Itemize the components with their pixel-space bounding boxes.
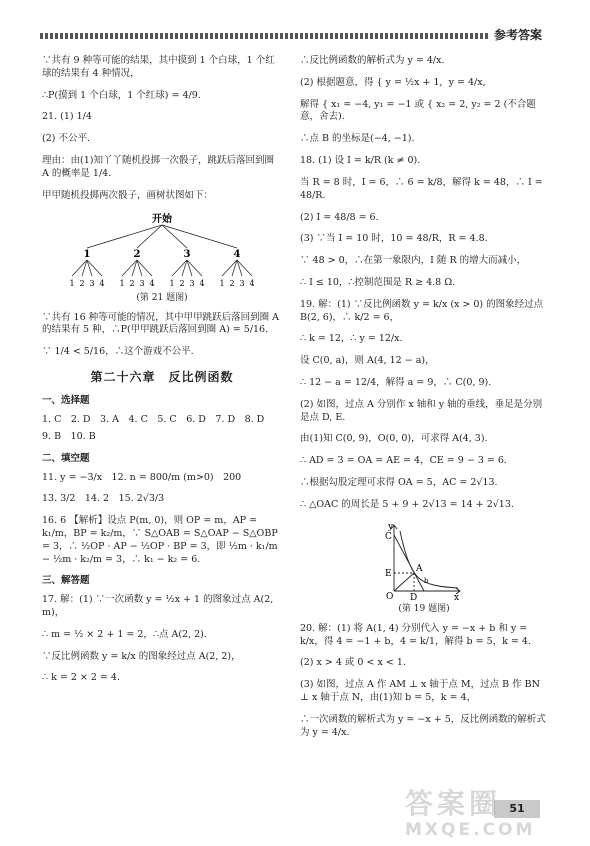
paragraph: ∵共有 9 种等可能的结果，其中摸到 1 个白球，1 个红球的结果有 4 种情况， xyxy=(42,55,275,79)
graph-label: E xyxy=(385,568,392,579)
watermark xyxy=(405,785,585,845)
watermark-text: 答案圈 xyxy=(405,787,502,820)
graph-label: x xyxy=(454,592,460,601)
paragraph: (2) I = 48/8 = 6. xyxy=(300,211,379,223)
tree-root: 开始 xyxy=(152,213,172,225)
answer-21-1: 21. (1) 1/4 xyxy=(42,111,92,123)
answer-18: 18. (1) 设 I = k/R (k ≠ 0). xyxy=(300,155,421,167)
fill-answers: 11. y = −3/x 12. n = 800/m (m>0) 200 xyxy=(42,471,242,483)
paragraph: (3) 如图，过点 A 作 AM ⊥ x 轴于点 M，过点 B 作 BN ⊥ x 轴于点 N，由(1)知 b = 5，k = 4， xyxy=(300,679,543,704)
paragraph: 当 R = 8 时，I = 6，∴ 6 = k/8，解得 k = 48，∴ I = 48/R. xyxy=(300,176,546,201)
paragraph: 理由：由(1)知丫丫随机投掷一次骰子，跳跃后落回到圈 A 的概率是 1/4. xyxy=(42,155,277,179)
right-column xyxy=(300,55,548,749)
paragraph: (2) 如图，过点 A 分别作 x 轴和 y 轴的垂线，垂足是分别是点 D, E. xyxy=(300,398,543,423)
graph-label: O xyxy=(386,591,394,601)
paragraph: 设 C(0, a)，则 A(4, 12 − a)， xyxy=(300,355,435,367)
leaf: 1 xyxy=(219,278,225,288)
section-heading: 三、解答题 xyxy=(42,575,90,587)
choice-answers: 1. C 2. D 3. A 4. C 5. C 6. D 7. D 8. D xyxy=(42,414,265,426)
graph-label: y xyxy=(388,521,394,532)
paragraph: ∴ △OAC 的周长是 5 + 9 + 2√13 = 14 + 2√13. xyxy=(300,498,514,510)
header-rule xyxy=(40,33,488,39)
choice-answers: 9. B 10. B xyxy=(42,430,96,442)
paragraph: 甲甲随机投掷两次骰子，画树状图如下： xyxy=(42,189,214,201)
tree-node-2: 2 xyxy=(133,248,141,260)
figure-caption: (第 19 题图) xyxy=(398,603,450,614)
section-heading: 一、选择题 xyxy=(42,395,90,407)
graph-label: A xyxy=(416,563,423,574)
leaf: 2 xyxy=(229,278,235,288)
paragraph: ∴反比例函数的解析式为 y = 4/x. xyxy=(300,55,445,66)
leaf: 1 xyxy=(69,278,75,288)
tree-diagram xyxy=(62,212,262,290)
leaf: 2 xyxy=(129,278,135,288)
answer-21-2: (2) 不公平. xyxy=(42,133,90,145)
paragraph: (2) 根据题意，得 { y = ½x + 1, y = 4/x, xyxy=(300,76,486,88)
tree-node-3: 3 xyxy=(183,248,191,260)
answer-20: 20. 解：(1) 将 A(1, 4) 分别代入 y = −x + b 和 y = k/x，得 4 = −1 + b，4 = k/1，解得 b = 5，k = 4. xyxy=(300,622,531,647)
function-graph xyxy=(384,521,464,601)
leaf: 3 xyxy=(89,278,95,288)
left-column xyxy=(42,55,282,694)
paragraph: ∴ I ≤ 10，∴控制范围是 R ≥ 4.8 Ω. xyxy=(300,276,456,288)
paragraph: ∵共有 16 种等可能的情况，其中甲甲跳跃后落回到圈 A 的结果有 5 种，∴P(甲甲跳跃后落回到圈 A) = 5/16. xyxy=(42,311,283,336)
paragraph: ∴ 12 − a = 12/4，解得 a = 9，∴ C(0, 9). xyxy=(300,377,492,388)
paragraph: ∴点 B 的坐标是(−4, −1). xyxy=(300,133,415,145)
leaf: 4 xyxy=(99,278,105,288)
paragraph: ∴ k = 12，∴ y = 12/x. xyxy=(300,333,403,345)
leaf: 2 xyxy=(79,278,85,288)
section-heading: 二、填空题 xyxy=(42,452,90,464)
paragraph: ∵ 1/4 < 5/16，∴这个游戏不公平. xyxy=(42,346,194,358)
leaf: 4 xyxy=(149,278,155,288)
chapter-title: 第二十六章 反比例函数 xyxy=(90,370,234,385)
leaf: 4 xyxy=(199,278,205,288)
leaf: 2 xyxy=(179,278,185,288)
leaf: 3 xyxy=(239,278,245,288)
page-header-title: 参考答案 xyxy=(494,28,543,42)
paragraph: ∴ m = ½ × 2 + 1 = 2，∴点 A(2, 2). xyxy=(42,628,207,640)
fill-answers: 13. 3/2 14. 2 15. 2√3/3 xyxy=(42,493,165,505)
watermark-text: MXQE.COM xyxy=(405,819,536,840)
page-number: 51 xyxy=(494,800,540,818)
paragraph: ∴根据勾股定理可求得 OA = 5，AC = 2√13. xyxy=(300,477,498,489)
leaf: 1 xyxy=(119,278,125,288)
paragraph: (3) ∵当 I = 10 时，10 = 48/R，R = 4.8. xyxy=(300,233,488,245)
answer-19: 19. 解：(1) ∵反比例函数 y = k/x (x > 0) 的图象经过点 B(2, 6)，∴ k/2 = 6， xyxy=(300,298,547,323)
leaf: 3 xyxy=(139,278,145,288)
graph-label: b xyxy=(424,576,429,585)
paragraph: ∴一次函数的解析式为 y = −x + 5，反比例函数的解析式为 y = 4/x. xyxy=(300,713,546,738)
paragraph: ∵ 48 > 0，∴在第一象限内，I 随 R 的增大而减小， xyxy=(300,255,527,267)
leaf: 4 xyxy=(249,278,255,288)
paragraph: ∵反比例函数 y = k/x 的图象经过点 A(2, 2)， xyxy=(42,650,241,662)
paragraph: 由(1)知 C(0, 9)，O(0, 0)，可求得 A(4, 3). xyxy=(300,433,488,445)
graph-label: D xyxy=(410,592,418,601)
leaf: 1 xyxy=(169,278,175,288)
answer-16: 16. 6 【解析】设点 P(m, 0)，则 OP = m，AP = k₁/m，BP = k₂/m，∵ S△OAB = S△OAP − S△OBP = 3，∴ ½OP · AP − ½OP · BP = 3，即 ½m · k₁/m − ½m · k₂/m = 3，∴ k₁ − k₂ = 6. xyxy=(42,515,281,565)
paragraph: ∴P(摸到 1 个白球，1 个红球) = 4/9. xyxy=(42,89,201,101)
tree-node-1: 1 xyxy=(83,248,91,260)
tree-node-4: 4 xyxy=(233,248,241,260)
graph-label: C xyxy=(385,531,392,542)
paragraph: (2) x > 4 或 0 < x < 1. xyxy=(300,657,406,669)
leaf: 3 xyxy=(189,278,195,288)
paragraph: ∴ AD = 3 = OA = AE = 4，CE = 9 − 3 = 6. xyxy=(300,455,507,467)
paragraph: ∴ k = 2 × 2 = 4. xyxy=(42,672,120,684)
figure-caption: (第 21 题图) xyxy=(136,292,188,303)
paragraph: 17. 解：(1) ∵一次函数 y = ½x + 1 的图象过点 A(2, m)， xyxy=(42,594,277,619)
paragraph: 解得 { x₁ = −4, y₁ = −1 或 { x₂ = 2, y₂ = 2 (不合题意，舍去). xyxy=(300,98,536,123)
